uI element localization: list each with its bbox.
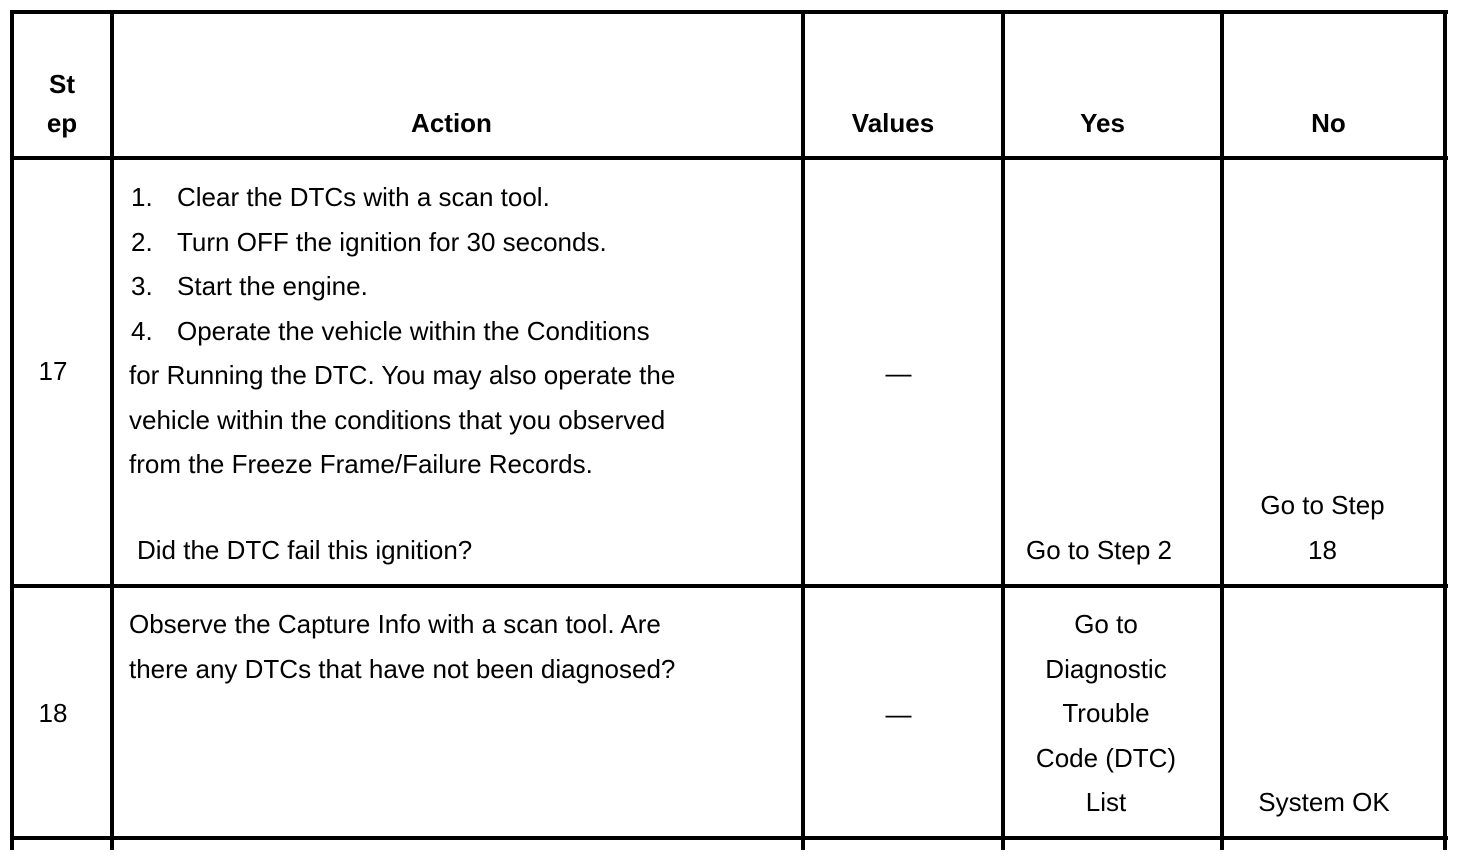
list-item-number: 3. xyxy=(131,271,153,301)
action-question: Did the DTC fail this ignition? xyxy=(137,535,473,565)
yes-cell-line: Go to xyxy=(1074,609,1138,639)
action-text-line: from the Freeze Frame/Failure Records. xyxy=(129,449,593,479)
action-text-line: vehicle within the conditions that you observed xyxy=(129,404,666,435)
table-border-top xyxy=(10,10,1448,14)
list-item xyxy=(129,264,675,309)
yes-cell-line: Diagnostic xyxy=(1045,653,1167,684)
values-cell: — xyxy=(885,699,912,729)
yes-cell-line: List xyxy=(1085,787,1127,817)
list-item-number: 4. xyxy=(131,315,153,346)
action-text-line: for Running the DTC. You may also operate the xyxy=(129,360,676,390)
action-cell xyxy=(129,175,675,487)
header-action: Action xyxy=(411,108,492,138)
yes-cell-line: Code (DTC) xyxy=(1035,742,1177,773)
no-cell: System OK xyxy=(1258,787,1390,817)
list-item-text: Clear the DTCs with a scan tool. xyxy=(177,182,550,212)
yes-cell: Go to Step 2 xyxy=(1026,535,1172,565)
list-item-text: Operate the vehicle within the Conditions xyxy=(177,315,650,346)
header-values: Values xyxy=(851,108,935,138)
list-item-number: 2. xyxy=(131,226,153,257)
table-border-bottom xyxy=(10,836,1448,840)
list-item-number: 1. xyxy=(131,182,153,212)
list-item xyxy=(129,220,675,265)
yes-cell-line: Trouble xyxy=(1062,698,1150,728)
action-cell xyxy=(129,602,675,691)
header-yes: Yes xyxy=(1080,108,1125,138)
table-border-right xyxy=(1443,10,1447,850)
list-item xyxy=(129,175,675,220)
header-no: No xyxy=(1311,108,1346,138)
diagnostic-table xyxy=(10,10,1458,860)
no-cell-line: Go to Step xyxy=(1260,490,1385,520)
no-cell xyxy=(1224,483,1421,572)
yes-cell xyxy=(1005,602,1207,825)
action-text-line: Observe the Capture Info with a scan tool. Are xyxy=(129,609,661,639)
list-item xyxy=(129,309,675,354)
no-cell-line: 18 xyxy=(1308,534,1337,565)
list-item-text: Turn OFF the ignition for 30 seconds. xyxy=(177,226,607,257)
step-number: 17 xyxy=(38,356,68,386)
list-item-text: Start the engine. xyxy=(177,271,368,301)
header-step xyxy=(14,65,110,143)
action-text-line: there any DTCs that have not been diagnosed? xyxy=(129,653,676,684)
step-number: 18 xyxy=(38,698,68,728)
header-step-line: St xyxy=(49,69,75,99)
values-cell: — xyxy=(885,358,912,388)
header-row-divider xyxy=(10,156,1448,160)
row-divider xyxy=(10,584,1448,588)
header-step-line: ep xyxy=(46,108,78,138)
